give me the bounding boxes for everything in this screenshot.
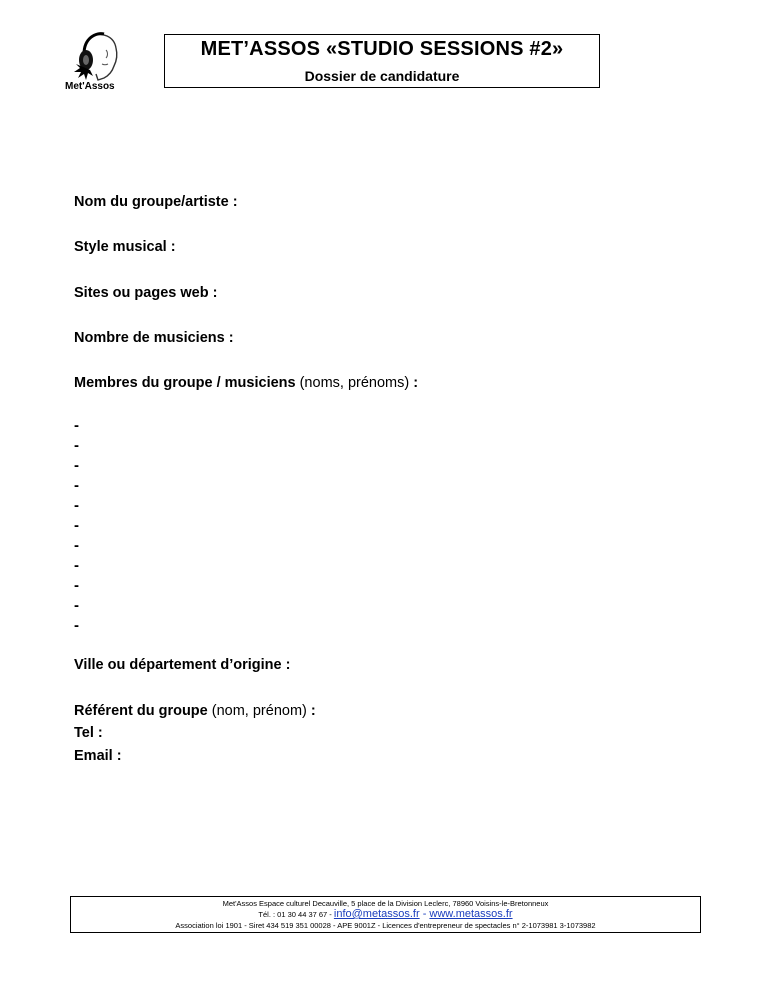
- document-subtitle: Dossier de candidature: [304, 68, 460, 84]
- footer-contact: [71, 909, 700, 920]
- logo-headphone-face-icon: [62, 28, 134, 94]
- field-members: [74, 375, 418, 391]
- field-tel: Tel :: [74, 725, 103, 741]
- footer-box: [70, 896, 701, 933]
- member-dash: -: [74, 617, 79, 634]
- title-box: [164, 34, 600, 88]
- member-dash: -: [74, 517, 79, 534]
- members-label: Membres du groupe / musiciens: [74, 375, 296, 391]
- member-dash: -: [74, 457, 79, 474]
- footer-separator: -: [419, 908, 430, 920]
- member-dash: -: [74, 577, 79, 594]
- svg-text:Met'Assos: Met'Assos: [65, 81, 115, 92]
- member-dash: -: [74, 597, 79, 614]
- field-sites: Sites ou pages web :: [74, 285, 218, 301]
- met-assos-logo: [62, 28, 134, 94]
- footer-web-link[interactable]: www.metassos.fr: [429, 908, 513, 920]
- referent-label: Référent du groupe: [74, 703, 208, 719]
- referent-colon: :: [310, 703, 316, 719]
- field-musician-count: Nombre de musiciens :: [74, 330, 234, 346]
- field-city: Ville ou département d’origine :: [74, 657, 291, 673]
- member-dash: -: [74, 557, 79, 574]
- member-dash: -: [74, 537, 79, 554]
- referent-hint: (nom, prénom): [207, 703, 311, 719]
- member-dash: -: [74, 437, 79, 454]
- field-style: Style musical :: [74, 239, 176, 255]
- footer-legal: Association loi 1901 - Siret 434 519 351 00028 - APE 9001Z - Licences d'entrepreneur de spectacles n° 2-1073981 3-1073982: [175, 921, 596, 930]
- footer-email-link[interactable]: info@metassos.fr: [333, 908, 420, 920]
- members-colon: :: [413, 375, 419, 391]
- members-hint: (noms, prénoms): [295, 375, 414, 391]
- field-group-name: Nom du groupe/artiste :: [74, 194, 238, 210]
- member-dash: -: [74, 417, 79, 434]
- document-title: MET’ASSOS «STUDIO SESSIONS #2»: [200, 38, 564, 60]
- field-email: Email :: [74, 748, 122, 764]
- footer-tel: Tél. : 01 30 44 37 67 -: [258, 910, 334, 919]
- member-dash: -: [74, 477, 79, 494]
- member-dash: -: [74, 497, 79, 514]
- footer-address: Met'Assos Espace culturel Decauville, 5 place de la Division Leclerc, 78960 Voisins-le-Bretonneux: [222, 899, 549, 908]
- field-referent: [74, 703, 316, 719]
